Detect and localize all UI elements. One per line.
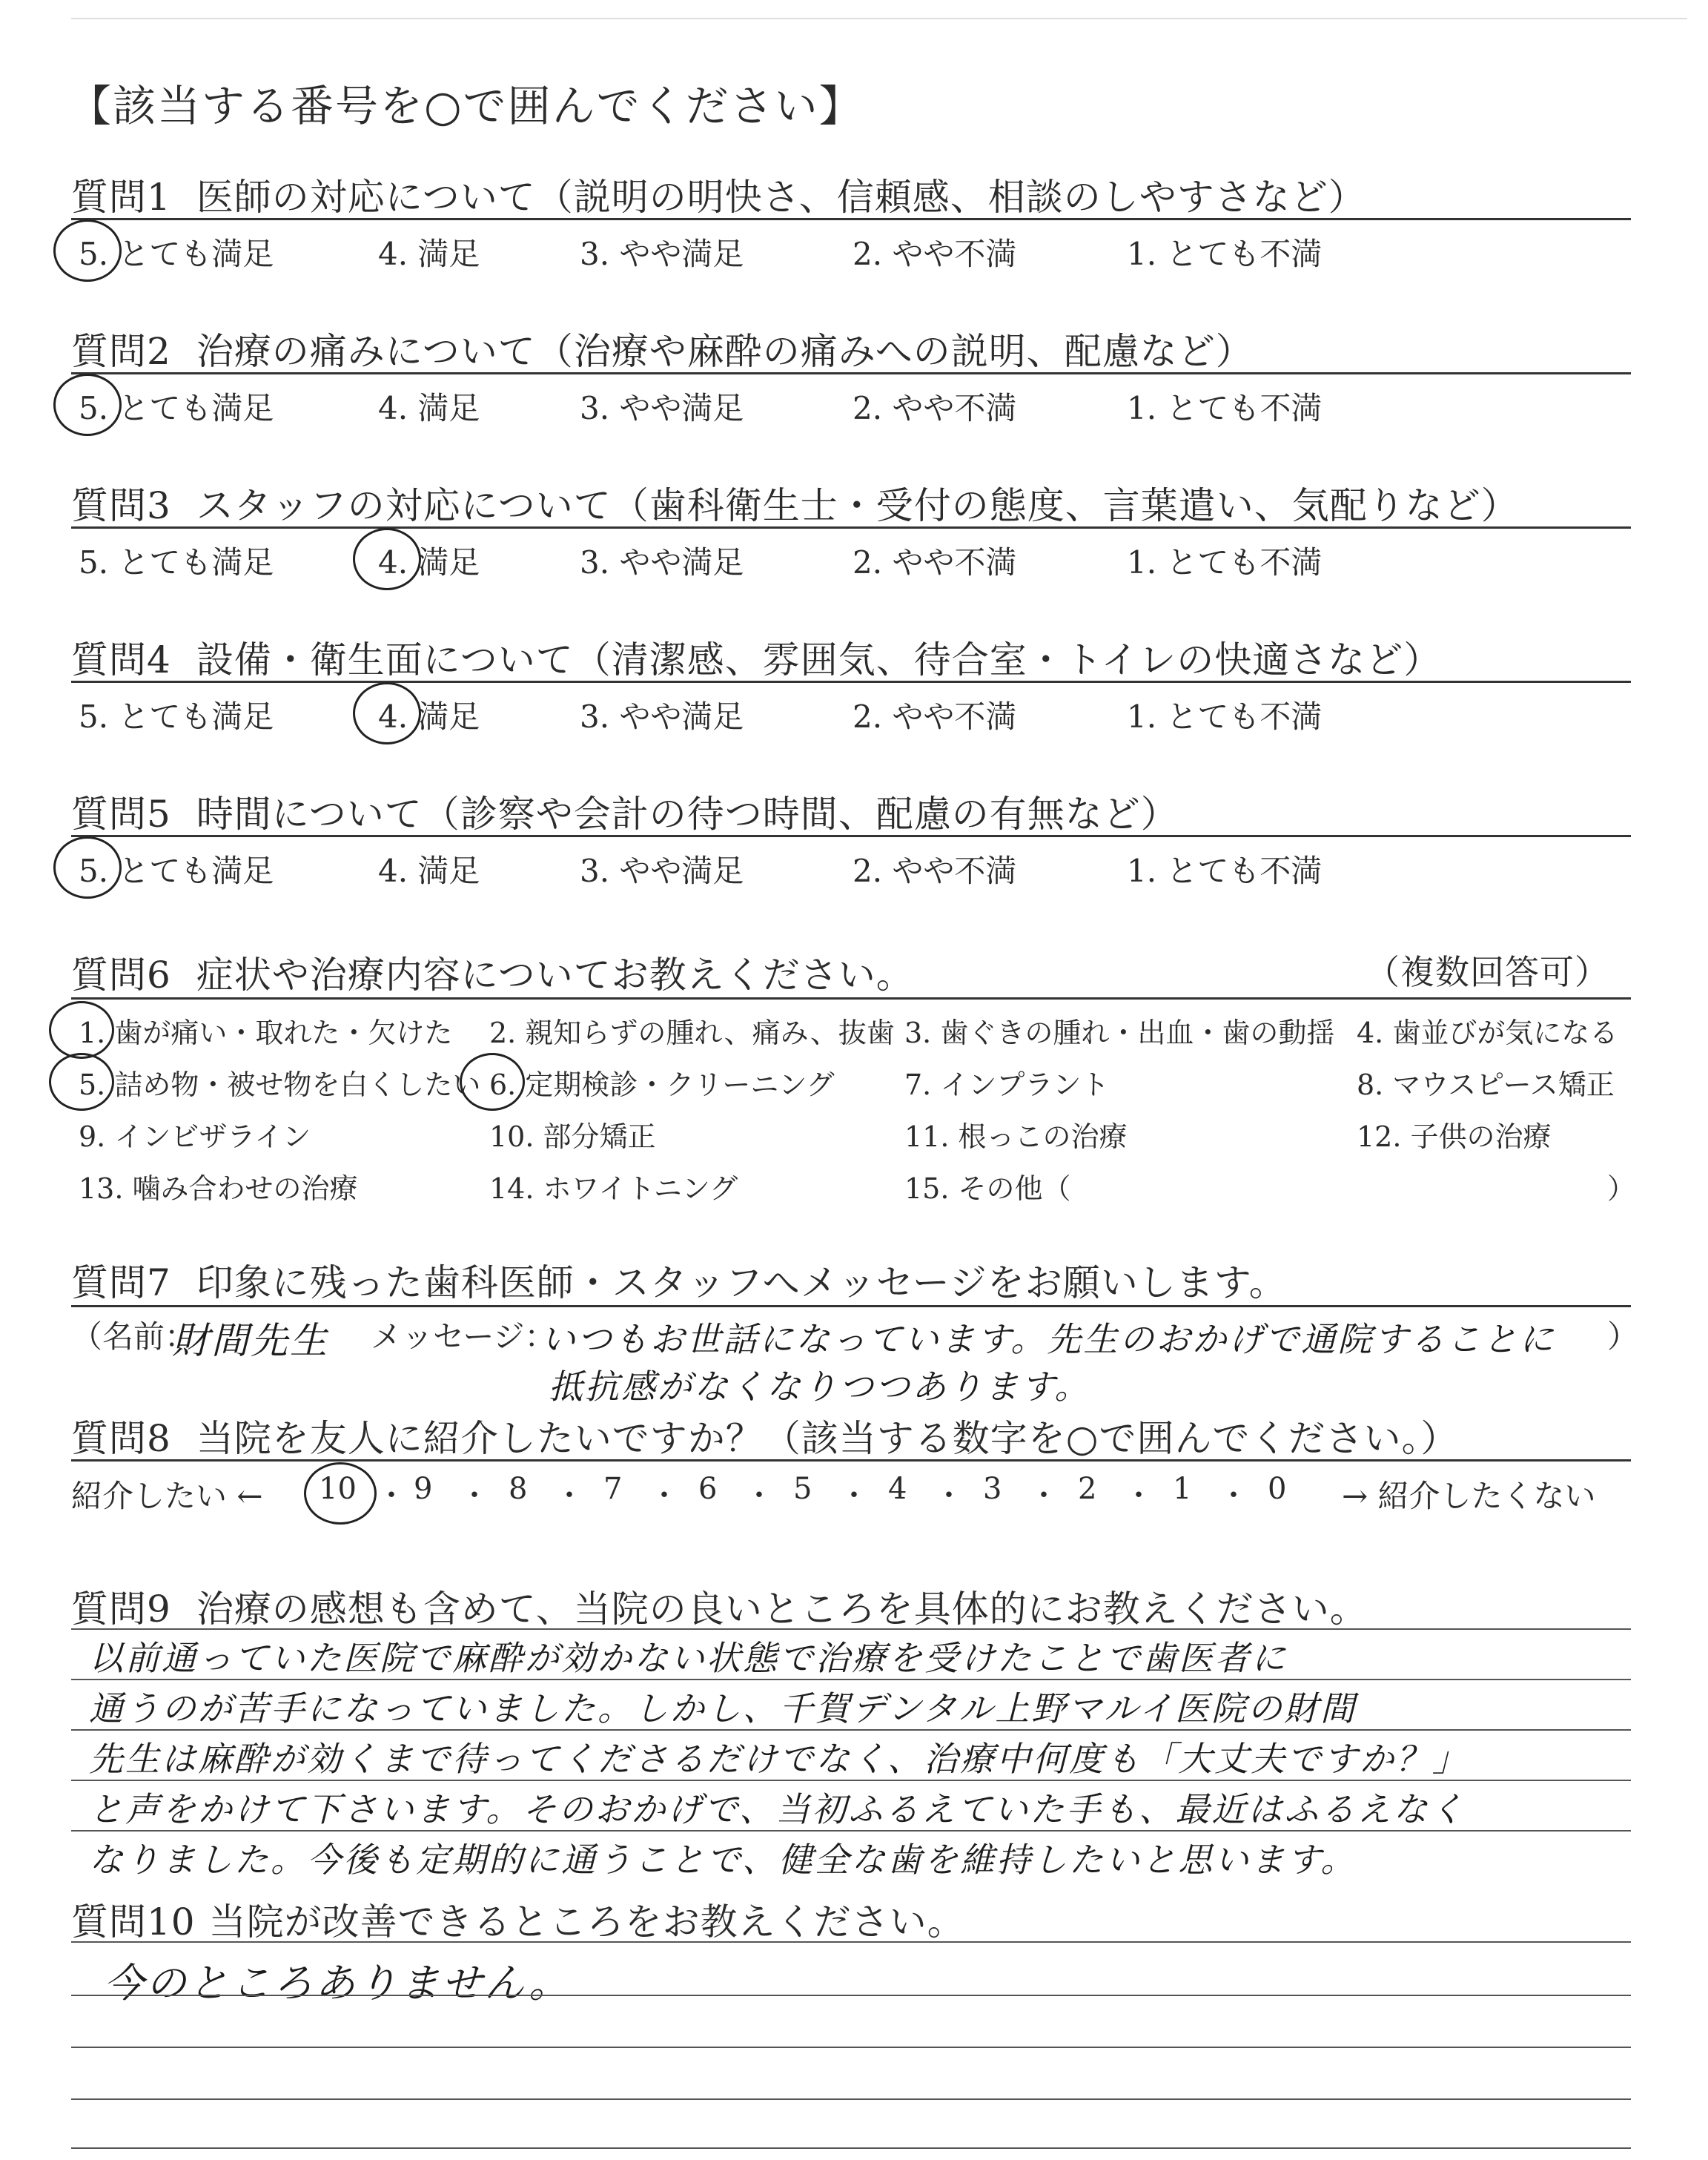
q9-answer-line: 通うのが苦手になっていました。しかし、千賀デンタル上野マルイ医院の財間 <box>89 1688 1357 1728</box>
q4-heading <box>71 630 1441 684</box>
q4-label: 質問4 <box>71 638 171 681</box>
q6-option-11[interactable]: 11. 根っこの治療 <box>904 1120 1128 1153</box>
q8-scale-separator: ・ <box>1029 1479 1059 1513</box>
q9-rule-4 <box>71 1780 1631 1781</box>
q2-option-4[interactable]: 4. 満足 <box>378 390 480 426</box>
q4-rule <box>71 681 1631 683</box>
q1-option-1[interactable]: 1. とても不満 <box>1127 236 1323 272</box>
q2-option-2[interactable]: 2. やや不満 <box>853 390 1017 426</box>
q2-heading <box>71 322 1254 375</box>
q10-rule-2 <box>71 1995 1631 1996</box>
q1-heading <box>71 168 1366 221</box>
q3-heading <box>71 476 1519 529</box>
q3-rule <box>71 526 1631 529</box>
q10-rule-1 <box>71 1941 1631 1943</box>
q6-close-paren: ） <box>1607 1172 1636 1205</box>
q5-text: 時間について（診察や会計の待つ時間、配慮の有無など） <box>196 793 1179 836</box>
q4-option-1[interactable]: 1. とても不満 <box>1127 698 1323 735</box>
q8-left-label: 紹介したい ← <box>71 1478 263 1514</box>
q1-option-4[interactable]: 4. 満足 <box>378 236 480 272</box>
q8-scale-8[interactable]: 8 <box>509 1472 528 1506</box>
q2-option-1[interactable]: 1. とても不満 <box>1127 390 1323 426</box>
q8-rule <box>71 1459 1631 1462</box>
q1-option-2[interactable]: 2. やや不満 <box>853 236 1017 272</box>
q6-option-15[interactable]: 15. その他（ <box>904 1172 1071 1205</box>
q6-option-1[interactable]: 1. 歯が痛い・取れた・欠けた <box>79 1017 453 1049</box>
q6-selected-circle-6 <box>460 1053 525 1111</box>
q3-option-3[interactable]: 3. やや満足 <box>580 544 744 581</box>
q8-scale-separator: ・ <box>460 1479 489 1513</box>
q7-close-paren: ） <box>1607 1318 1639 1355</box>
q6-option-12[interactable]: 12. 子供の治療 <box>1357 1120 1552 1153</box>
q6-selected-circle-5 <box>49 1053 114 1111</box>
q9-answer-line: なりました。今後も定期的に通うことで、健全な歯を維持したいと思います。 <box>89 1840 1357 1880</box>
q10-rule-3 <box>71 2047 1631 2048</box>
q4-option-4[interactable]: 4. 満足 <box>378 698 480 735</box>
q9-answer-line: と声をかけて下さいます。そのおかげで、当初ふるえていた手も、最近はふるえなく <box>89 1789 1466 1829</box>
q10-answer: 今のところありません。 <box>104 1960 572 2007</box>
q7-label: 質問7 <box>71 1261 171 1304</box>
q6-option-8[interactable]: 8. マウスピース矯正 <box>1357 1069 1615 1101</box>
q5-option-2[interactable]: 2. やや不満 <box>853 853 1017 889</box>
q3-option-2[interactable]: 2. やや不満 <box>853 544 1017 581</box>
q9-rule-1 <box>71 1628 1631 1630</box>
q8-scale-5[interactable]: 5 <box>793 1472 812 1506</box>
q2-label: 質問2 <box>71 330 171 373</box>
q8-scale-separator: ・ <box>377 1479 406 1513</box>
q8-scale-2[interactable]: 2 <box>1078 1472 1097 1506</box>
q6-option-9[interactable]: 9. インビザライン <box>79 1120 311 1153</box>
q8-right-label: → 紹介したくない <box>1342 1478 1596 1514</box>
q8-scale-4[interactable]: 4 <box>888 1472 907 1506</box>
q8-scale-separator: ・ <box>839 1479 869 1513</box>
q6-option-10[interactable]: 10. 部分矯正 <box>489 1120 656 1153</box>
q8-scale-separator: ・ <box>1219 1479 1248 1513</box>
top-rule <box>71 18 1687 19</box>
q8-scale-0[interactable]: 0 <box>1268 1472 1287 1506</box>
q6-option-6[interactable]: 6. 定期検診・クリーニング <box>489 1069 835 1101</box>
q6-option-14[interactable]: 14. ホワイトニング <box>489 1172 738 1205</box>
q2-option-3[interactable]: 3. やや満足 <box>580 390 744 426</box>
q3-option-1[interactable]: 1. とても不満 <box>1127 544 1323 581</box>
q1-rule <box>71 218 1631 220</box>
q6-selected-circle-1 <box>49 1001 114 1059</box>
q8-scale-10[interactable]: 10 <box>319 1472 357 1506</box>
q3-selected-circle <box>353 528 421 590</box>
q8-scale-separator: ・ <box>934 1479 964 1513</box>
q8-label: 質問8 <box>71 1417 171 1460</box>
q4-option-2[interactable]: 2. やや不満 <box>853 698 1017 735</box>
q2-selected-circle <box>53 374 122 436</box>
q1-label: 質問1 <box>71 176 171 219</box>
q9-rule-5 <box>71 1830 1631 1832</box>
q7-message-line1: いつもお世話になっています。先生のおかげで通院することに <box>541 1319 1556 1359</box>
q9-answer-line: 以前通っていた医院で麻酔が効かない状態で治療を受けたことで歯医者に <box>89 1638 1288 1678</box>
q8-scale-1[interactable]: 1 <box>1173 1472 1192 1506</box>
q8-scale-separator: ・ <box>555 1479 584 1513</box>
q3-option-5[interactable]: 5. とても満足 <box>79 544 274 581</box>
q7-rule <box>71 1305 1631 1307</box>
q6-option-4[interactable]: 4. 歯並びが気になる <box>1357 1017 1618 1049</box>
q6-option-7[interactable]: 7. インプラント <box>904 1069 1110 1101</box>
q4-text: 設備・衛生面について（清潔感、雰囲気、待合室・トイレの快適さなど） <box>196 638 1442 681</box>
q7-name-label: （名前： <box>71 1318 196 1355</box>
q5-rule <box>71 835 1631 837</box>
q5-heading <box>71 785 1179 838</box>
q5-label: 質問5 <box>71 793 171 836</box>
q6-rule <box>71 997 1631 1000</box>
q9-rule-2 <box>71 1679 1631 1680</box>
q1-option-3[interactable]: 3. やや満足 <box>580 236 744 272</box>
q3-option-4[interactable]: 4. 満足 <box>378 544 480 581</box>
q8-scale-separator: ・ <box>744 1479 774 1513</box>
q5-selected-circle <box>53 836 122 899</box>
q8-scale-separator: ・ <box>649 1479 679 1513</box>
q6-note: （複数回答可） <box>1366 952 1609 992</box>
q9-heading <box>71 1579 1368 1633</box>
q8-scale-separator: ・ <box>1124 1479 1153 1513</box>
q8-scale-3[interactable]: 3 <box>983 1472 1002 1506</box>
q6-label: 質問6 <box>71 954 171 997</box>
q3-label: 質問3 <box>71 484 171 527</box>
q10-rule-4 <box>71 2098 1631 2100</box>
q6-option-13[interactable]: 13. 噛み合わせの治療 <box>79 1172 358 1205</box>
form-title: 【該当する番号を○で囲んでください】 <box>68 81 864 131</box>
q5-option-1[interactable]: 1. とても不満 <box>1127 853 1323 889</box>
q8-scale-6[interactable]: 6 <box>698 1472 718 1506</box>
q1-selected-circle <box>53 219 122 282</box>
q8-scale-9[interactable]: 9 <box>414 1472 433 1506</box>
q4-option-3[interactable]: 3. やや満足 <box>580 698 744 735</box>
q7-heading <box>71 1253 1287 1307</box>
q6-option-5[interactable]: 5. 詰め物・被せ物を白くしたい <box>79 1069 481 1101</box>
q9-answer-line: 先生は麻酔が効くまで待ってくださるだけでなく、治療中何度も「大丈夫ですか？」 <box>89 1739 1469 1779</box>
q10-rule-5 <box>71 2147 1631 2149</box>
q8-heading <box>71 1409 1458 1462</box>
q9-text: 治療の感想も含めて、当院の良いところを具体的にお教えください。 <box>196 1588 1368 1631</box>
q7-name-value: 財間先生 <box>172 1319 329 1362</box>
q9-rule-3 <box>71 1729 1631 1731</box>
q2-rule <box>71 372 1631 374</box>
q3-text: スタッフの対応について（歯科衛生士・受付の態度、言葉遣い、気配りなど） <box>196 484 1519 527</box>
q6-option-3[interactable]: 3. 歯ぐきの腫れ・出血・歯の動揺 <box>904 1017 1335 1049</box>
q1-text: 医師の対応について（説明の明快さ、信頼感、相談のしやすさなど） <box>196 176 1366 219</box>
q8-text: 当院を友人に紹介したいですか？（該当する数字を○で囲んでください。） <box>196 1417 1459 1460</box>
q6-heading <box>71 945 914 999</box>
q5-option-4[interactable]: 4. 満足 <box>378 853 480 889</box>
q7-text: 印象に残った歯科医師・スタッフへメッセージをお願いします。 <box>196 1261 1287 1304</box>
q2-text: 治療の痛みについて（治療や麻酔の痛みへの説明、配慮など） <box>196 330 1254 373</box>
q2-option-5[interactable]: 5. とても満足 <box>79 390 274 426</box>
q1-option-5[interactable]: 5. とても満足 <box>79 236 274 272</box>
q8-selected-circle <box>304 1462 377 1525</box>
q10-heading <box>71 1892 965 1946</box>
q5-option-5[interactable]: 5. とても満足 <box>79 853 274 889</box>
q7-message-label: メッセージ： <box>371 1318 556 1355</box>
q8-scale-7[interactable]: 7 <box>603 1472 623 1506</box>
q6-option-2[interactable]: 2. 親知らずの腫れ、痛み、抜歯 <box>489 1017 895 1049</box>
q4-selected-circle <box>353 682 421 744</box>
q5-option-3[interactable]: 3. やや満足 <box>580 853 744 889</box>
q4-option-5[interactable]: 5. とても満足 <box>79 698 274 735</box>
q9-label: 質問9 <box>71 1588 171 1631</box>
q6-text: 症状や治療内容についてお教えください。 <box>196 954 914 997</box>
q7-message-line2: 抵抗感がなくなりつつあります。 <box>549 1367 1091 1407</box>
q10-text: 当院が改善できるところをお教えください。 <box>208 1900 965 1943</box>
q10-label: 質問10 <box>71 1900 196 1943</box>
